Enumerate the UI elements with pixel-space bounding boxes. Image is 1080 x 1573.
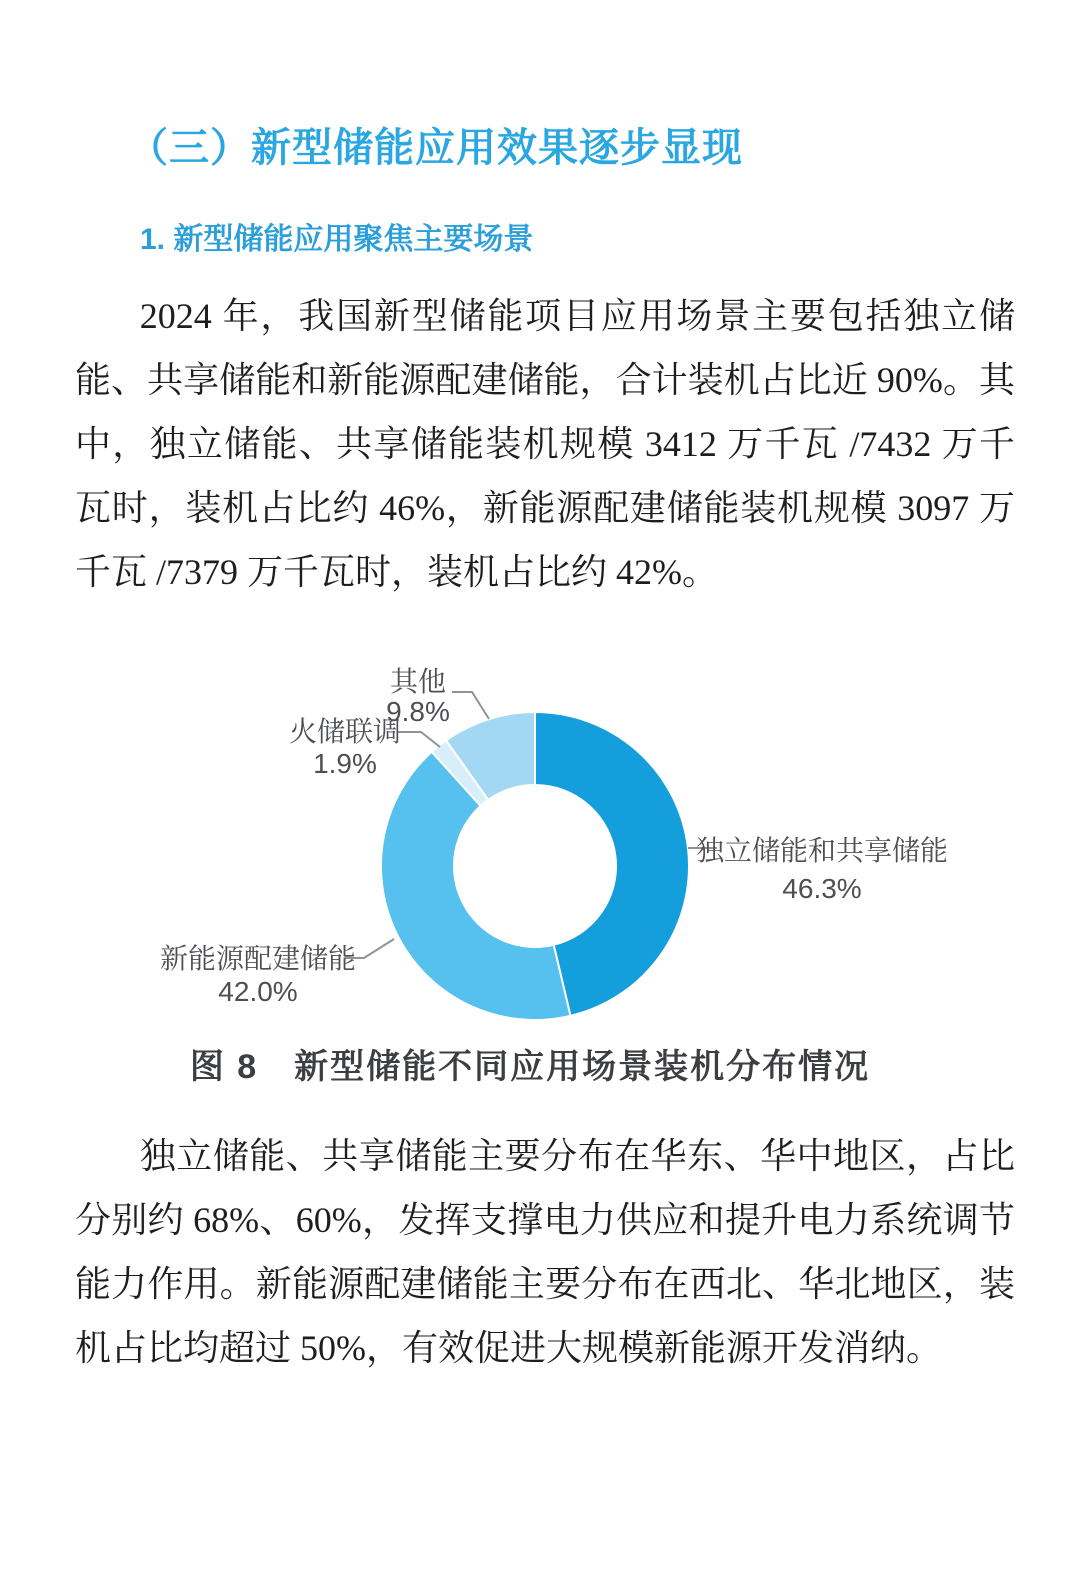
figure-8-chart [0, 648, 1080, 1098]
slice-value-independent: 46.3% [782, 873, 862, 904]
slice-value-renewable: 42.0% [218, 976, 298, 1007]
slice-value-thermal: 1.9% [313, 748, 377, 779]
document-page [0, 124, 1080, 1573]
donut-slices-group [381, 712, 689, 1020]
paragraph-overview: 2024 年，我国新型储能项目应用场景主要包括独立储能、共享储能和新能源配建储能，合计装机占比近 90%。其中，独立储能、共享储能装机规模 3412 万千瓦 /7432 万千瓦时，装机占比约 46%，新能源配建储能装机规模 3097 万千瓦 /7379 万千瓦时，装机占比约 42%。 [75, 296, 1015, 592]
section-heading: （三）新型储能应用效果逐步显现 [128, 126, 743, 170]
slice-label-thermal: 火储联调 [288, 716, 402, 747]
figure-caption: 图 8 新型储能不同应用场景装机分布情况 [189, 1048, 871, 1086]
donut-chart [0, 648, 1080, 1098]
slice-value-other: 9.8% [386, 696, 450, 727]
slice-label-other: 其他 [389, 666, 447, 697]
slice-label-independent: 独立储能和共享储能 [695, 835, 949, 866]
slice-label-renewable: 新能源配建储能 [159, 943, 357, 974]
leader-line-other [452, 692, 489, 719]
section-subheading: 1. 新型储能应用聚焦主要场景 [140, 223, 534, 256]
leader-line-thermal [398, 732, 440, 747]
paragraph-distribution: 独立储能、共享储能主要分布在华东、华中地区，占比分别约 68%、60%，发挥支撑电力供应和提升电力系统调节能力作用。新能源配建储能主要分布在西北、华北地区，装机占比均超过 50%，有效促进大规模新能源开发消纳。 [75, 1136, 1015, 1368]
